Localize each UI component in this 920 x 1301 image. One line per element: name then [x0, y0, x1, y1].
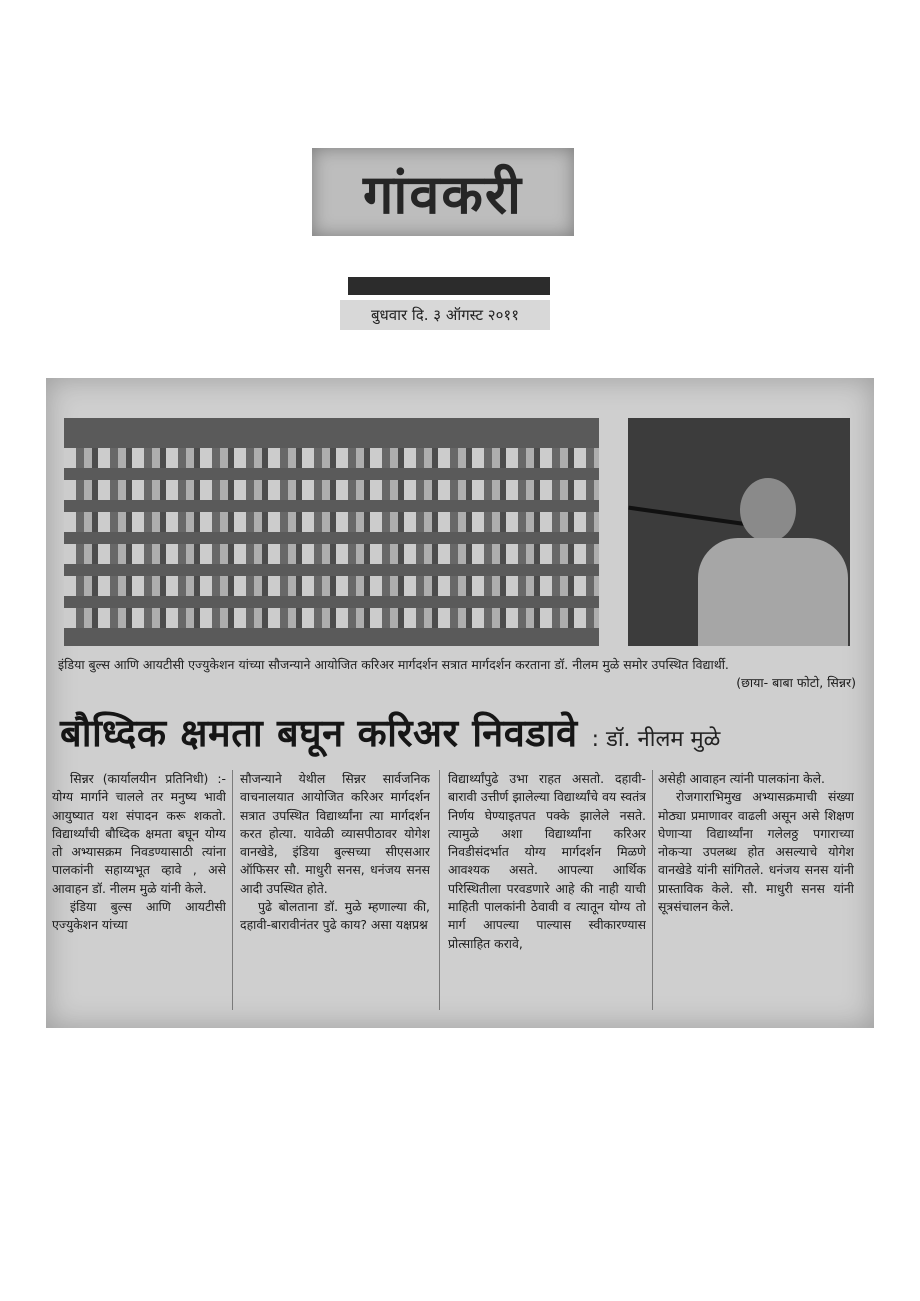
newspaper-masthead	[312, 148, 574, 236]
paragraph: पुढे बोलताना डॉ. मुळे म्हणाल्या की, दहावी-बारावीनंतर पुढे काय? असा यक्षप्रश्न	[240, 899, 430, 933]
dateline: बुधवार दि. ३ ऑगस्ट २०११	[340, 300, 550, 330]
crowd-row	[64, 608, 599, 628]
paragraph: सिन्नर (कार्यालयीन प्रतिनिधी) :- योग्य मार्गाने चालले तर मनुष्य भावी आयुष्यात यश संपादन करू शकतो. विद्यार्थ्यांची बौध्दिक क्षमता बघून योग्य तो अभ्यासक्रम निवडण्यासाठी त्यांना पालकांनी सहाय्यभूत व्हावे , असे आवाहन डॉ. नीलम मुळे यांनी केले.	[52, 771, 226, 896]
headline-title: बौध्दिक क्षमता बघून करिअर निवडावे	[60, 711, 578, 755]
article-column-2	[240, 770, 430, 1020]
paragraph: विद्यार्थ्यांपुढे उभा राहत असतो. दहावी-बारावी उत्तीर्ण झालेल्या विद्यार्थ्यांचे वय स्वतंत्र निर्णय घेण्याइतपत पक्के झालेले नसते. त्यामुळे अशा विद्यार्थ्यांना करिअर निवडीसंदर्भात योग्य मार्गदर्शन मिळणे आवश्यक असते. आपल्या आर्थिक परिस्थितीला परवडणारे आहे की नाही याची माहिती पालकांनी ठेवावी व त्यातून योग्य तो मार्ग आपल्या पाल्यास स्वीकारण्यास प्रोत्साहित करावे,	[448, 771, 646, 951]
speaker-photo	[628, 418, 850, 646]
crowd-row	[64, 576, 599, 596]
newspaper-title: गांवकरी	[363, 163, 523, 226]
photo-credit: (छाया- बाबा फोटो, सिन्नर)	[736, 675, 856, 690]
speaker-head	[740, 478, 796, 542]
column-divider	[232, 770, 233, 1010]
photo-caption: इंडिया बुल्स आणि आयटीसी एज्युकेशन यांच्या सौजन्याने आयोजित करिअर मार्गदर्शन सत्रात मार्गदर्शन करताना डॉ. नीलम मुळे समोर उपस्थित विद्यार्थी.	[58, 657, 729, 672]
audience-photo	[64, 418, 599, 646]
headline-byline: : डॉ. नीलम मुळे	[591, 727, 721, 752]
crowd-row	[64, 512, 599, 532]
paragraph: इंडिया बुल्स आणि आयटीसी एज्युकेशन यांच्या	[52, 899, 226, 933]
article-column-3	[448, 770, 646, 1020]
crowd-row	[64, 544, 599, 564]
news-clipping	[46, 378, 874, 1028]
crowd-row	[64, 448, 599, 468]
column-divider	[652, 770, 653, 1010]
paragraph: असेही आवाहन त्यांनी पालकांना केले.	[658, 771, 825, 786]
paragraph: सौजन्याने येथील सिन्नर सार्वजनिक वाचनालयात आयोजित करिअर मार्गदर्शन सत्रात उपस्थित विद्यार्थ्यांना त्या मार्गदर्शन करत होत्या. यावेळी व्यासपीठावर योगेश वानखेडे, इंडिया बुल्सच्या सीएसआर ऑफिसर सौ. माधुरी सनस, धनंजय सनस आदी उपस्थित होते.	[240, 771, 430, 896]
article-column-4	[658, 770, 854, 1020]
column-divider	[439, 770, 440, 1010]
article-headline	[60, 706, 860, 758]
dateline-rule	[348, 277, 550, 295]
crowd-row	[64, 480, 599, 500]
paragraph: रोजगाराभिमुख अभ्यासक्रमाची संख्या मोठ्या प्रमाणावर वाढली असून असे शिक्षण घेणाऱ्या विद्यार्थ्यांना गलेलठ्ठ पगाराच्या नोकऱ्या उपलब्ध होत असल्याचे योगेश वानखेडे यांनी सांगितले. धनंजय सनस यांनी प्रास्ताविक केले. सौ. माधुरी सनस यांनी सूत्रसंचालन केले.	[658, 789, 854, 915]
speaker-body	[698, 538, 848, 646]
microphone	[628, 506, 747, 527]
article-column-1	[52, 770, 226, 1020]
article-body	[46, 770, 874, 1020]
